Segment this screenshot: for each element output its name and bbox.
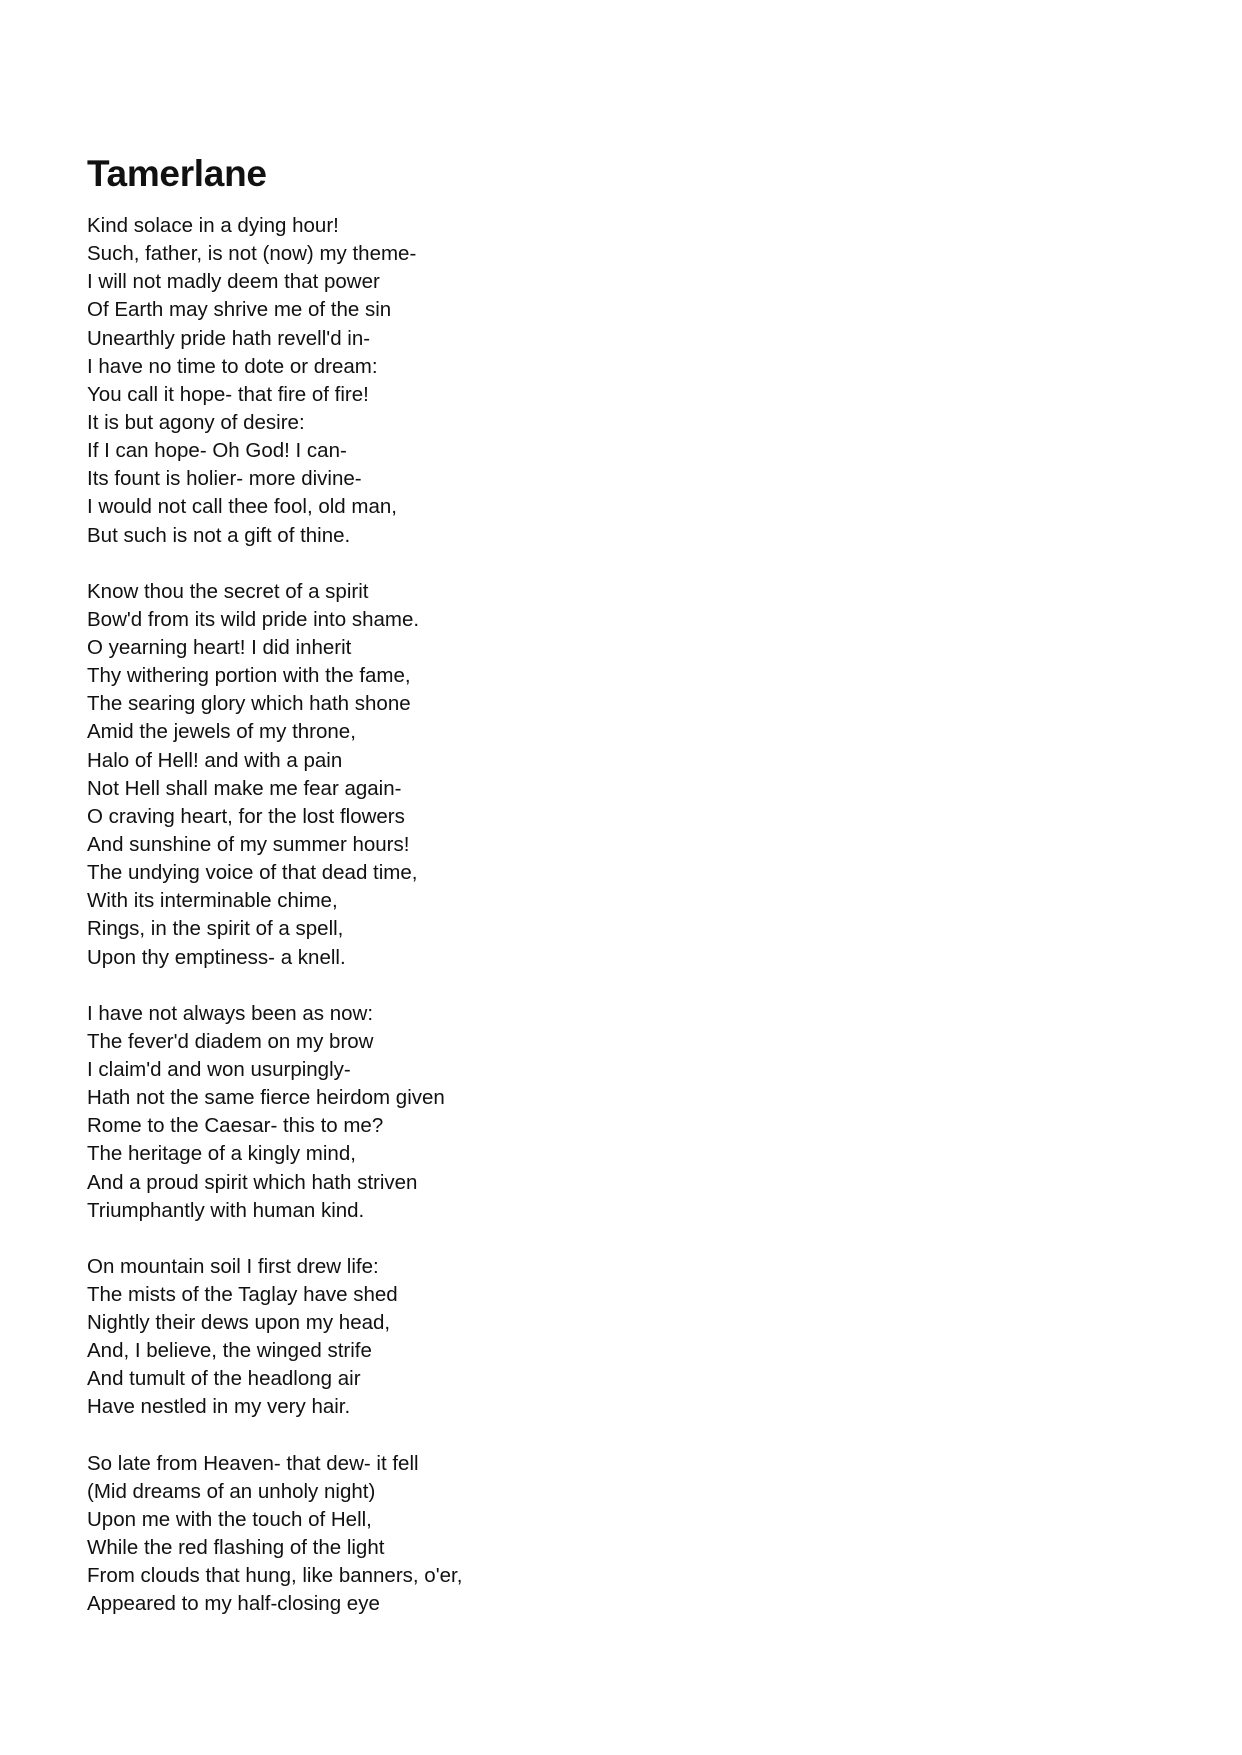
- poem-line: So late from Heaven- that dew- it fell: [87, 1451, 419, 1475]
- poem-line: I would not call thee fool, old man,: [87, 495, 397, 519]
- poem-line: O yearning heart! I did inherit: [87, 635, 352, 659]
- poem-line: Not Hell shall make me fear again-: [87, 776, 402, 800]
- poem-line: I have no time to dote or dream:: [87, 354, 378, 378]
- poem-title: Tamerlane: [87, 153, 267, 194]
- poem-line: While the red flashing of the light: [87, 1536, 385, 1560]
- poem-line: It is but agony of desire:: [87, 410, 305, 434]
- poem-line: And tumult of the headlong air: [87, 1367, 361, 1391]
- poem-line: Kind solace in a dying hour!: [87, 214, 339, 237]
- poem-line: From clouds that hung, like banners, o'er,: [87, 1564, 463, 1588]
- poem-line: The undying voice of that dead time,: [87, 861, 418, 885]
- stanza: [87, 578, 1087, 972]
- poem-line: The mists of the Taglay have shed: [87, 1282, 398, 1306]
- poem-line: I have not always been as now:: [87, 1001, 374, 1025]
- poem-body: [87, 212, 1087, 1618]
- poem-line: (Mid dreams of an unholy night): [87, 1479, 376, 1503]
- poem-line: The fever'd diadem on my brow: [87, 1029, 374, 1053]
- poem-line: Know thou the secret of a spirit: [87, 579, 369, 603]
- poem-line: If I can hope- Oh God! I can-: [87, 439, 347, 463]
- poem-line: But such is not a gift of thine.: [87, 523, 351, 547]
- poem-line: I claim'd and won usurpingly-: [87, 1057, 351, 1081]
- poem-line: The heritage of a kingly mind,: [87, 1142, 356, 1166]
- poem-line: Upon thy emptiness- a knell.: [87, 945, 346, 969]
- poem-line: Halo of Hell! and with a pain: [87, 748, 343, 772]
- poem-line: Its fount is holier- more divine-: [87, 467, 362, 491]
- poem-line: The searing glory which hath shone: [87, 692, 411, 716]
- document-page: [87, 150, 1087, 1646]
- poem-line: Rome to the Caesar- this to me?: [87, 1114, 384, 1138]
- poem-line: Such, father, is not (now) my theme-: [87, 242, 417, 266]
- poem-line: And sunshine of my summer hours!: [87, 832, 410, 856]
- stanza: [87, 212, 1087, 550]
- poem-line: Hath not the same fierce heirdom given: [87, 1086, 445, 1110]
- poem-line: Nightly their dews upon my head,: [87, 1311, 391, 1335]
- poem-line: Unearthly pride hath revell'd in-: [87, 326, 371, 350]
- stanza: [87, 1253, 1087, 1422]
- stanza: [87, 1000, 1087, 1225]
- poem-line: Of Earth may shrive me of the sin: [87, 298, 392, 322]
- poem-line: And, I believe, the winged strife: [87, 1339, 372, 1363]
- poem-line: I will not madly deem that power: [87, 270, 380, 294]
- poem-line: Triumphantly with human kind.: [87, 1198, 365, 1222]
- poem-line: Upon me with the touch of Hell,: [87, 1507, 372, 1531]
- poem-line: Appeared to my half-closing eye: [87, 1592, 380, 1616]
- poem-line: Amid the jewels of my throne,: [87, 720, 356, 744]
- poem-line: Rings, in the spirit of a spell,: [87, 917, 344, 941]
- poem-line: Bow'd from its wild pride into shame.: [87, 607, 420, 631]
- poem-line: You call it hope- that fire of fire!: [87, 382, 369, 406]
- stanza: [87, 1450, 1087, 1619]
- poem-line: With its interminable chime,: [87, 889, 338, 913]
- poem-line: O craving heart, for the lost flowers: [87, 804, 405, 828]
- poem-line: Thy withering portion with the fame,: [87, 664, 411, 688]
- poem-line: On mountain soil I first drew life:: [87, 1254, 379, 1278]
- poem-line: Have nestled in my very hair.: [87, 1395, 351, 1419]
- poem-line: And a proud spirit which hath striven: [87, 1170, 418, 1194]
